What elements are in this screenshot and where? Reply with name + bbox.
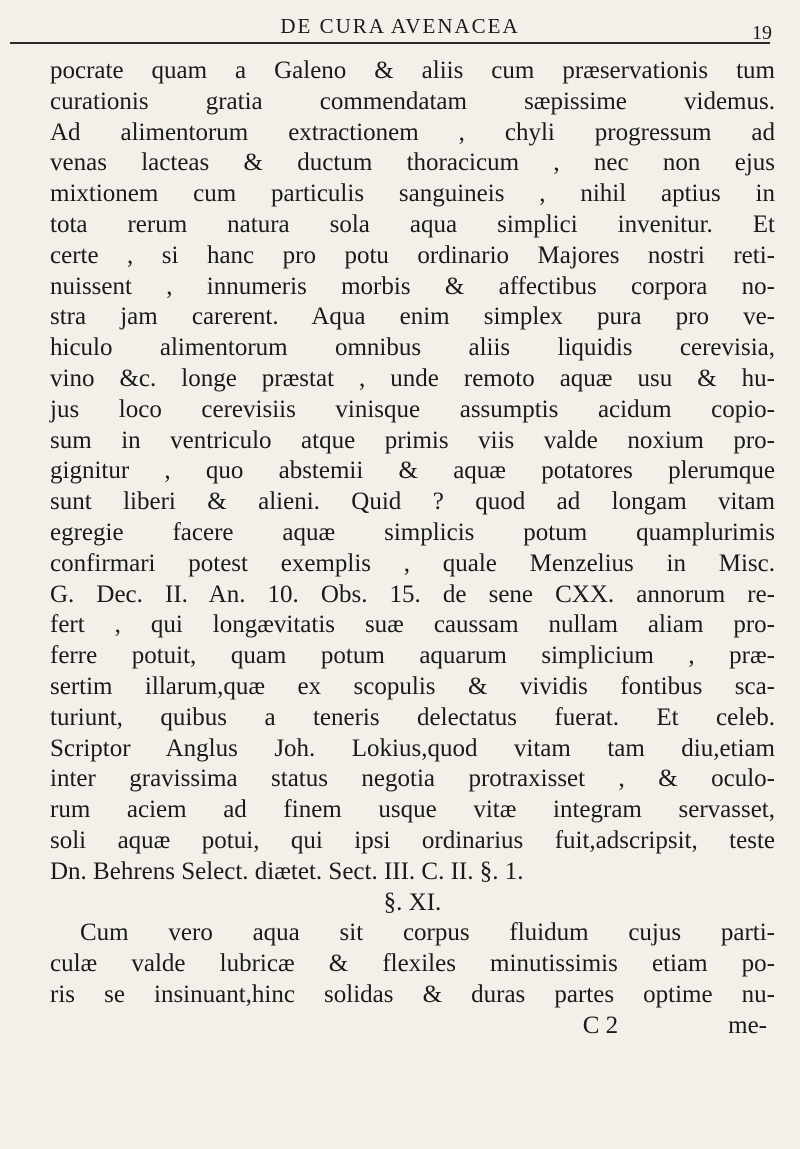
text-line: rum aciem ad finem usque vitæ integram servasset, <box>50 796 775 824</box>
text-line: soli aquæ potui, qui ipsi ordinarius fuit,adscripsit, teste <box>50 826 775 854</box>
running-head: DE CURA AVENACEA <box>280 14 520 38</box>
text-line: gignitur , quo abstemii & aquæ potatores plerumque <box>50 457 775 485</box>
page-footer <box>50 1011 775 1042</box>
text-line: culæ valde lubricæ & flexiles minutissimis etiam po- <box>50 950 775 978</box>
text-line: confirmari potest exemplis , quale Menzelius in Misc. <box>50 549 775 577</box>
text-line: ris se insinuant,hinc solidas & duras partes optime nu- <box>50 980 775 1008</box>
text-line: pocrate quam a Galeno & aliis cum præservationis tum <box>50 57 775 84</box>
signature-mark: C 2 <box>582 1011 619 1039</box>
text-line: Dn. Behrens Select. diætet. Sect. III. C. II. §. 1. <box>50 857 524 885</box>
header-rule <box>10 42 770 44</box>
text-line: fert , qui longævitatis suæ caussam nullam aliam pro- <box>50 611 775 639</box>
catchword: me- <box>728 1011 767 1039</box>
text-line: vino &c. longe præstat , unde remoto aquæ usu & hu- <box>50 364 775 392</box>
text-line: inter gravissima status negotia protraxisset , & oculo- <box>50 765 775 793</box>
text-line: hiculo alimentorum omnibus aliis liquidis cerevisia, <box>50 334 775 362</box>
text-line: sunt liberi & alieni. Quid ? quod ad longam vitam <box>50 488 775 516</box>
text-line: curationis gratia commendatam sæpissime videmus. <box>50 87 775 115</box>
text-line: ferre potuit, quam potum aquarum simplicium , præ- <box>50 642 775 670</box>
text-line: egregie facere aquæ simplicis potum quamplurimis <box>50 518 775 546</box>
text-line: Ad alimentorum extractionem , chyli progressum ad <box>50 118 775 146</box>
text-line: sum in ventriculo atque primis viis valde noxium pro- <box>50 426 775 454</box>
text-line: sertim illarum,quæ ex scopulis & vividis fontibus sca- <box>50 672 775 700</box>
text-line: G. Dec. II. An. 10. Obs. 15. de sene CXX. annorum re- <box>50 580 775 608</box>
text-line: turiunt, quibus a teneris delectatus fuerat. Et celeb. <box>50 703 775 731</box>
body-text <box>50 56 775 1042</box>
text-line: venas lacteas & ductum thoracicum , nec non ejus <box>50 149 775 177</box>
text-line: Scriptor Anglus Joh. Lokius,quod vitam tam diu,etiam <box>50 734 775 762</box>
text-line: stra jam carerent. Aqua enim simplex pura pro ve- <box>50 303 775 331</box>
page-number: 19 <box>752 22 772 44</box>
text-line: jus loco cerevisiis vinisque assumptis acidum copio- <box>50 395 775 423</box>
text-line: tota rerum natura sola aqua simplici invenitur. Et <box>50 210 775 238</box>
text-line: mixtionem cum particulis sanguineis , nihil aptius in <box>50 180 775 208</box>
text-line: certe , si hanc pro potu ordinario Majores nostri reti- <box>50 241 775 269</box>
text-line: Cum vero aqua sit corpus fluidum cujus parti- <box>80 919 775 947</box>
section-heading: §. XI. <box>383 888 442 916</box>
text-line: nuissent , innumeris morbis & affectibus corpora no- <box>50 272 775 300</box>
